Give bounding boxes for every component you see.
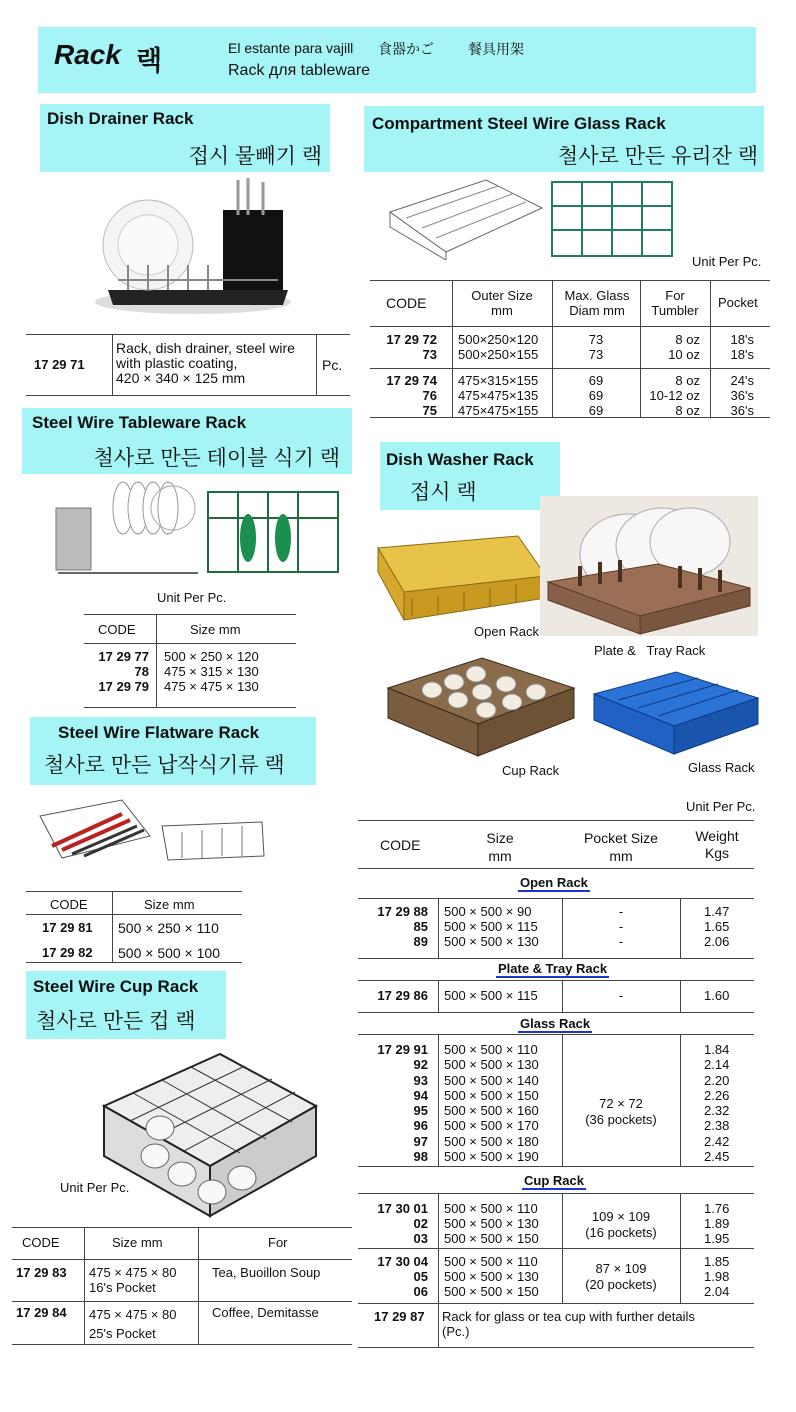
washer-title: Dish Washer Rack <box>386 450 534 469</box>
washer-glass-rule <box>358 1034 754 1035</box>
cup-rack-dw-illustration <box>382 648 578 760</box>
tableware-header-size: Size mm <box>190 622 241 637</box>
flatware-col-rule <box>112 892 113 963</box>
washer-header-size: Size mm <box>486 830 514 864</box>
washer-glass-codes: 17 29 91 92 93 94 95 96 97 98 <box>377 1042 428 1165</box>
washer-table <box>358 820 754 1348</box>
open-rack-illustration <box>368 528 550 624</box>
flatware-illustration <box>32 796 270 880</box>
washer-cup-mid-rule <box>358 1248 754 1249</box>
washer-header-weight: Weight Kgs <box>695 828 739 861</box>
header-ru: Rack для tableware <box>228 62 371 79</box>
washer-plate-col-rule-3 <box>680 980 681 1012</box>
washer-plate-col-rule-1 <box>438 980 439 1012</box>
washer-cup-col-rule-2 <box>562 1193 563 1303</box>
flatware-table <box>26 891 242 963</box>
washer-glass-col-rule-2 <box>562 1034 563 1166</box>
tableware-col-rule <box>156 615 157 708</box>
washer-cup-weight-2: 1.85 1.98 2.04 <box>704 1254 730 1299</box>
washer-last-col-rule <box>438 1303 439 1347</box>
header-es: El estante para vajill <box>228 40 354 56</box>
cup-rack-size-1: 475 × 475 × 80 16's Pocket <box>89 1265 177 1295</box>
glass-rack-codes-2: 17 29 74 76 75 <box>386 373 437 418</box>
washer-plate-codes: 17 29 86 <box>377 988 428 1003</box>
open-rack-label: Open Rack <box>474 624 540 639</box>
glass-rack-table <box>370 280 770 418</box>
washer-cup-weight-1: 1.76 1.89 1.95 <box>704 1201 730 1246</box>
plate-rack-image <box>540 496 758 636</box>
plate-rack-label: Plate & Tray Rack <box>594 643 706 658</box>
flatware-title-box <box>30 717 316 785</box>
dish-drainer-title-ko: 접시 물빼기 랙 <box>188 145 322 168</box>
cup-rack-dw-label: Cup Rack <box>502 763 560 778</box>
tableware-sizes: 500 × 250 × 120 475 × 315 × 130 475 × 475 × 130 <box>164 649 259 694</box>
tableware-codes: 17 29 77 78 17 29 79 <box>98 649 149 694</box>
glass-rack-title-ko: 철사로 만든 유리잔 랙 <box>557 145 758 168</box>
glass-rack-title: Compartment Steel Wire Glass Rack <box>372 114 666 133</box>
glass-rack-sizes-1: 500×250×120 500×250×155 <box>458 332 539 362</box>
glass-rack-header-diam: Max. Glass Diam mm <box>564 288 630 318</box>
washer-section-cup-text: Cup Rack <box>524 1173 584 1188</box>
header-ja: 食器かご <box>378 41 434 57</box>
glass-rack-title-box <box>364 106 764 172</box>
washer-open-col-rule-2 <box>562 898 563 958</box>
washer-cup-col-rule-3 <box>680 1193 681 1303</box>
cup-rack-unit-note: Unit Per Pc. <box>60 1180 130 1195</box>
washer-glass-sizes: 500 × 500 × 110 500 × 500 × 130 500 × 500 × 140 500 × 500 × 150 500 × 500 × 160 500 × 500 × 170 500 × 500 × 180 500 × 500 × 190 <box>444 1042 539 1165</box>
glass-rack-header-tumbler: For Tumbler <box>651 288 699 318</box>
washer-section-glass-label <box>518 1016 592 1033</box>
washer-plate-sizes: 500 × 500 × 115 <box>444 988 538 1003</box>
plate-rack-illustration <box>540 496 758 636</box>
tableware-table <box>84 614 296 708</box>
tableware-unit-note: Unit Per Pc. <box>157 590 227 605</box>
washer-cup-pocket-1: 109 × 109 (16 pockets) <box>585 1209 657 1240</box>
glass-rack-header-code: CODE <box>386 295 427 311</box>
flatware-image <box>32 796 270 880</box>
flatware-header-code: CODE <box>50 897 88 912</box>
header-zh: 餐具用架 <box>468 41 524 57</box>
washer-plate-rule <box>358 980 754 981</box>
glass-rack-illustration <box>386 172 686 260</box>
washer-section-plate-label <box>496 961 609 978</box>
glass-rack-dw-image <box>588 664 762 760</box>
tableware-title: Steel Wire Tableware Rack <box>32 413 247 432</box>
washer-plate-top-rule <box>358 958 754 959</box>
tableware-illustration <box>48 478 348 590</box>
dish-drainer-row <box>26 334 350 396</box>
tableware-header-rule <box>84 643 296 644</box>
cup-rack-header-for: For <box>268 1235 288 1250</box>
cup-rack-for-2: Coffee, Demitasse <box>212 1305 319 1320</box>
flatware-header-size: Size mm <box>144 897 195 912</box>
washer-open-rule <box>358 898 754 899</box>
glass-rack-col-rule-1 <box>452 281 453 418</box>
dish-drainer-image <box>88 170 298 320</box>
dish-drainer-title-box <box>40 104 330 172</box>
washer-open-codes: 17 29 88 85 89 <box>377 904 428 949</box>
washer-header-bottom-rule <box>358 868 754 869</box>
washer-cup-pocket-2: 87 × 109 (20 pockets) <box>585 1261 657 1292</box>
tableware-header-code: CODE <box>98 622 136 637</box>
glass-rack-tumbler-1: 8 oz 10 oz <box>668 332 700 362</box>
flatware-title-ko: 철사로 만든 납작식기류 랙 <box>44 754 285 777</box>
glass-rack-dw-illustration <box>588 664 762 760</box>
washer-last-top-rule <box>358 1303 754 1304</box>
washer-plate-col-rule-2 <box>562 980 563 1012</box>
washer-header-pocket: Pocket Size mm <box>584 830 658 864</box>
washer-cup-codes-2: 17 30 04 05 06 <box>377 1254 428 1299</box>
cup-rack-col-rule-2 <box>198 1228 199 1345</box>
washer-plate-weight: 1.60 <box>704 988 730 1003</box>
washer-header-top-rule <box>358 820 754 821</box>
glass-rack-header-pocket: Pocket <box>718 295 758 310</box>
glass-rack-header-outer: Outer Size mm <box>471 288 533 318</box>
washer-cup-rule <box>358 1193 754 1194</box>
header-title: Rack <box>54 39 121 70</box>
page-header <box>38 27 756 93</box>
cup-rack-size-2: 475 × 475 × 80 25's Pocket <box>89 1307 177 1341</box>
washer-header-code: CODE <box>380 837 421 853</box>
cup-rack-dw-image <box>382 648 578 760</box>
glass-rack-diam-2: 69 69 69 <box>588 373 604 418</box>
cup-rack-header-size: Size mm <box>112 1235 163 1250</box>
dish-drainer-desc: Rack, dish drainer, steel wire with plastic coating, 420 × 340 × 125 mm <box>116 340 295 386</box>
washer-section-cup-label <box>522 1173 586 1190</box>
washer-glass-top-rule <box>358 1012 754 1013</box>
washer-open-sizes: 500 × 500 × 90 500 × 500 × 115 500 × 500 × 130 <box>444 904 539 949</box>
flatware-code-1: 17 29 81 <box>42 920 93 935</box>
tableware-title-box <box>22 408 352 474</box>
glass-rack-pocket-1: 18's 18's <box>730 332 754 362</box>
washer-unit-note: Unit Per Pc. <box>686 799 756 814</box>
washer-plate-pocket: - <box>618 988 624 1003</box>
cup-rack-title-box <box>26 971 226 1039</box>
washer-cup-top-rule <box>358 1166 754 1167</box>
dish-drainer-unit: Pc. <box>322 357 343 373</box>
washer-cup-codes-1: 17 30 01 02 03 <box>377 1201 428 1246</box>
cup-rack-for-1: Tea, Buoillon Soup <box>212 1265 321 1280</box>
dish-drainer-title: Dish Drainer Rack <box>47 109 194 128</box>
glass-rack-dw-label: Glass Rack <box>688 760 755 775</box>
washer-cup-col-rule-1 <box>438 1193 439 1303</box>
cup-rack-table <box>12 1227 352 1345</box>
glass-rack-diam-1: 73 73 <box>588 332 604 362</box>
dish-drainer-illustration <box>88 170 298 320</box>
glass-rack-tumbler-2: 8 oz 10-12 oz 8 oz <box>649 373 700 418</box>
washer-section-open-text: Open Rack <box>520 875 588 890</box>
washer-open-pocket: - - - <box>618 904 624 949</box>
cup-rack-header-code: CODE <box>22 1235 60 1250</box>
washer-section-open-label <box>518 875 590 892</box>
cup-rack-row-rule <box>12 1301 352 1302</box>
flatware-size-1: 500 × 250 × 110 <box>118 920 219 936</box>
glass-rack-image <box>386 172 686 260</box>
cup-rack-title-ko: 철사로 만든 컵 랙 <box>36 1010 196 1033</box>
cup-rack-header-rule <box>12 1259 352 1260</box>
washer-open-col-rule-3 <box>680 898 681 958</box>
cup-rack-image <box>100 1046 322 1218</box>
washer-last-code: 17 29 87 <box>374 1309 425 1324</box>
washer-title-box <box>380 442 560 510</box>
tableware-title-ko: 철사로 만든 테이블 식기 랙 <box>93 447 340 470</box>
washer-glass-col-rule-1 <box>438 1034 439 1166</box>
dish-drainer-divider2 <box>316 335 317 396</box>
glass-rack-pocket-2: 24's 36's 36's <box>730 373 754 418</box>
cup-rack-code-1: 17 29 83 <box>16 1265 67 1280</box>
washer-last-desc: Rack for glass or tea cup with further details (Pc.) <box>442 1309 695 1339</box>
washer-section-glass-text: Glass Rack <box>520 1016 591 1031</box>
washer-last-bottom-rule <box>358 1347 754 1348</box>
cup-rack-col-rule-1 <box>84 1228 85 1345</box>
washer-cup-sizes-2: 500 × 500 × 110 500 × 500 × 130 500 × 500 × 150 <box>444 1254 539 1299</box>
cup-rack-code-2: 17 29 84 <box>16 1305 67 1320</box>
washer-open-weight: 1.47 1.65 2.06 <box>704 904 730 949</box>
washer-title-ko: 접시 랙 <box>410 481 477 504</box>
glass-rack-unit-note: Unit Per Pc. <box>692 254 762 269</box>
tableware-image <box>48 478 348 590</box>
washer-open-col-rule-1 <box>438 898 439 958</box>
glass-rack-col-rule-3 <box>640 281 641 418</box>
flatware-code-2: 17 29 82 <box>42 945 93 960</box>
dish-drainer-divider <box>112 335 113 396</box>
cup-rack-illustration <box>100 1046 322 1218</box>
washer-section-plate-text: Plate & Tray Rack <box>498 961 608 976</box>
glass-rack-codes-1: 17 29 72 73 <box>386 332 437 362</box>
washer-cup-sizes-1: 500 × 500 × 110 500 × 500 × 130 500 × 500 × 150 <box>444 1201 539 1246</box>
flatware-size-2: 500 × 500 × 100 <box>118 945 220 961</box>
open-rack-image <box>368 528 550 624</box>
washer-glass-weight: 1.84 2.14 2.20 2.26 2.32 2.38 2.42 2.45 <box>704 1042 730 1165</box>
flatware-title: Steel Wire Flatware Rack <box>58 723 260 742</box>
washer-glass-col-rule-3 <box>680 1034 681 1166</box>
glass-rack-col-rule-4 <box>710 281 711 418</box>
cup-rack-title: Steel Wire Cup Rack <box>33 977 199 996</box>
header-title-ko: 랙 <box>136 46 163 76</box>
flatware-header-rule <box>26 914 242 915</box>
glass-rack-sizes-2: 475×315×155 475×475×135 475×475×155 <box>458 373 539 418</box>
dish-drainer-code: 17 29 71 <box>34 357 85 372</box>
washer-glass-pocket: 72 × 72 (36 pockets) <box>585 1096 657 1127</box>
